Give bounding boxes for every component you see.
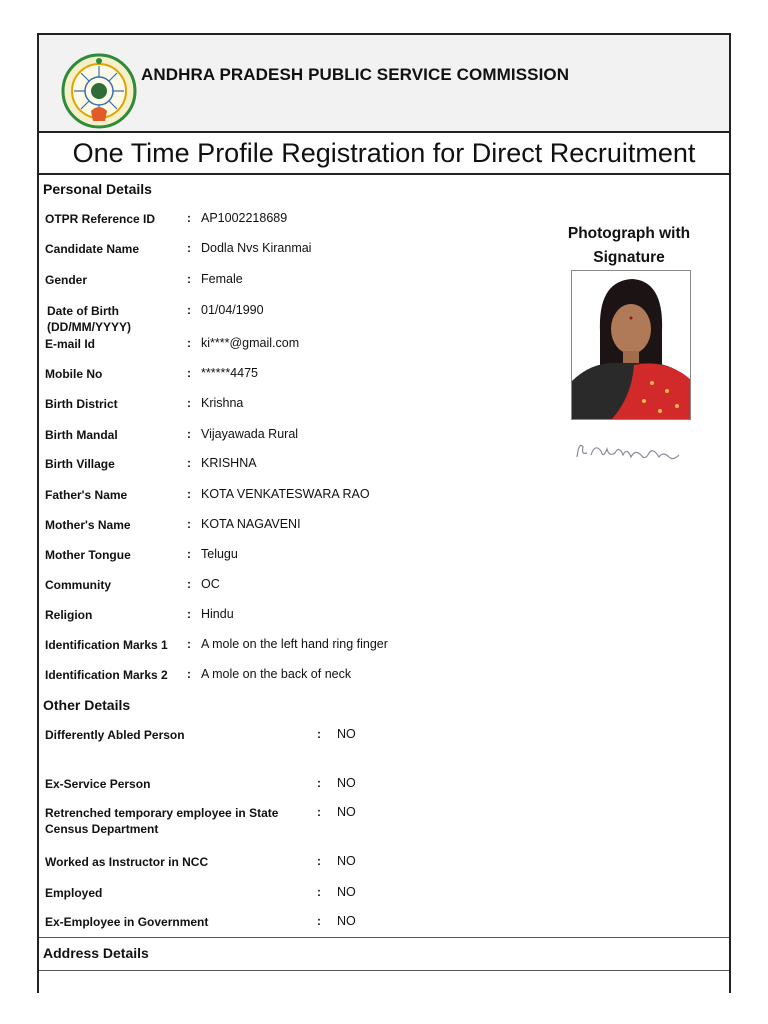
field-value: NO	[337, 727, 356, 741]
field-label: Retrenched temporary employee in State Census Department	[45, 806, 279, 836]
field-value: KOTA VENKATESWARA RAO	[201, 487, 370, 501]
field-separator: :	[317, 914, 321, 928]
field-separator: :	[187, 336, 191, 350]
document-frame	[37, 33, 731, 993]
field-value: A mole on the back of neck	[201, 667, 352, 681]
title-bar	[39, 133, 729, 175]
field-label: Birth District	[45, 397, 118, 411]
field-label: Differently Abled Person	[45, 728, 185, 742]
field-separator: :	[317, 727, 321, 741]
field-value: 01/04/1990	[201, 303, 264, 317]
personal-details-heading: Personal Details	[43, 181, 152, 197]
field-value: KRISHNA	[201, 456, 257, 470]
field-label: Ex-Service Person	[45, 777, 151, 791]
field-value: Female	[201, 272, 243, 286]
field-label: Birth Mandal	[45, 428, 118, 442]
field-separator: :	[187, 517, 191, 531]
field-separator: :	[187, 487, 191, 501]
field-value: Telugu	[201, 547, 238, 561]
field-label: Father's Name	[45, 488, 128, 502]
field-separator: :	[187, 577, 191, 591]
field-separator: :	[187, 547, 191, 561]
field-value: NO	[337, 776, 356, 790]
organization-name: ANDHRA PRADESH PUBLIC SERVICE COMMISSION	[141, 65, 570, 84]
field-value: KOTA NAGAVENI	[201, 517, 301, 531]
field-separator: :	[187, 637, 191, 651]
field-separator: :	[187, 366, 191, 380]
field-value: A mole on the left hand ring finger	[201, 637, 388, 651]
field-value: NO	[337, 805, 356, 819]
candidate-signature	[573, 435, 683, 467]
candidate-photo	[571, 270, 691, 420]
field-value: ki****@gmail.com	[201, 336, 300, 350]
field-value: NO	[337, 885, 356, 899]
field-separator: :	[187, 241, 191, 255]
field-value: Dodla Nvs Kiranmai	[201, 241, 312, 255]
field-separator: :	[317, 854, 321, 868]
field-separator: :	[187, 456, 191, 470]
field-value: NO	[337, 854, 356, 868]
document-header	[39, 35, 729, 133]
field-label: Mobile No	[45, 367, 103, 381]
field-label: Ex-Employee in Government	[45, 915, 209, 929]
field-label: Gender	[45, 273, 88, 287]
field-label: Worked as Instructor in NCC	[45, 855, 209, 869]
field-separator: :	[187, 303, 191, 317]
field-separator: :	[317, 805, 321, 819]
field-label: Identification Marks 2	[45, 668, 168, 682]
field-value: Vijayawada Rural	[201, 427, 299, 441]
field-label: E-mail Id	[45, 337, 96, 351]
field-separator: :	[187, 211, 191, 225]
field-separator: :	[187, 607, 191, 621]
photo-caption: Photograph with Signature	[567, 225, 691, 266]
apgov-emblem-icon	[61, 53, 137, 129]
field-label: Religion	[45, 608, 93, 622]
page-title: One Time Profile Registration for Direct Recruitment	[72, 138, 696, 168]
field-value: NO	[337, 914, 356, 928]
field-value: Krishna	[201, 396, 244, 410]
field-label: OTPR Reference ID	[45, 212, 156, 226]
field-label: Identification Marks 1	[45, 638, 168, 652]
field-separator: :	[317, 885, 321, 899]
field-separator: :	[187, 272, 191, 286]
field-label: Birth Village	[45, 457, 115, 471]
field-separator: :	[187, 667, 191, 681]
field-value: AP1002218689	[201, 211, 288, 225]
field-value: ******4475	[201, 366, 258, 380]
field-value: OC	[201, 577, 220, 591]
field-label: Date of Birth (DD/MM/YYYY)	[47, 304, 131, 334]
field-label: Community	[45, 578, 111, 592]
field-label: Employed	[45, 886, 103, 900]
field-separator: :	[187, 396, 191, 410]
address-details-bar	[39, 937, 729, 971]
field-label: Candidate Name	[45, 242, 140, 256]
field-label: Mother Tongue	[45, 548, 131, 562]
field-separator: :	[187, 427, 191, 441]
field-value: Hindu	[201, 607, 234, 621]
address-details-heading: Address Details	[43, 945, 149, 961]
other-details-heading: Other Details	[43, 697, 131, 713]
field-label: Mother's Name	[45, 518, 131, 532]
field-separator: :	[317, 776, 321, 790]
